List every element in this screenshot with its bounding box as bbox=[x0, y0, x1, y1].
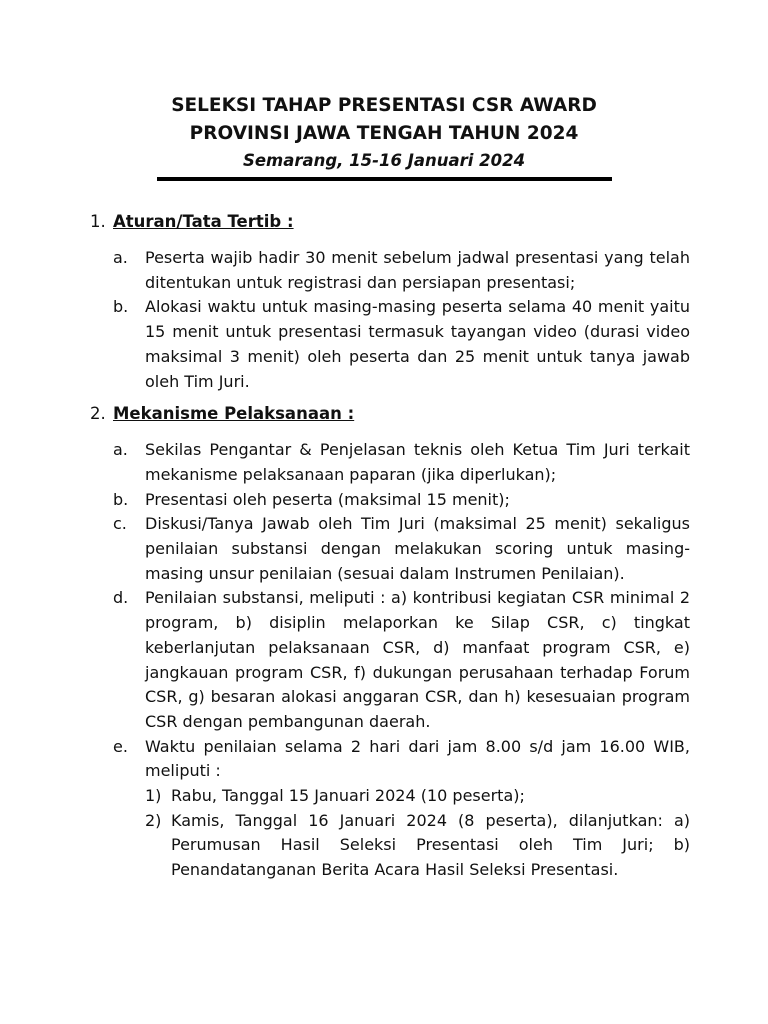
section-title: Mekanisme Pelaksanaan : bbox=[113, 404, 355, 424]
list-item-text: Peserta wajib hadir 30 menit sebelum jadwal presentasi yang telah ditentukan untuk registrasi dan persiapan presentasi; bbox=[145, 248, 690, 292]
rules-list bbox=[90, 246, 690, 394]
section-mekanisme bbox=[90, 401, 690, 883]
list-item-text: Alokasi waktu untuk masing-masing peserta selama 40 menit yaitu 15 menit untuk presentasi termasuk tayangan video (durasi video maksimal 3 menit) oleh peserta dan 25 menit untuk tanya jawab oleh Tim Juri. bbox=[145, 297, 690, 391]
section-number: 2. bbox=[90, 404, 106, 424]
list-marker: d. bbox=[113, 588, 129, 608]
schedule-sublist bbox=[145, 784, 690, 883]
sublist-marker: 2) bbox=[145, 810, 162, 830]
list-marker: b. bbox=[113, 489, 129, 509]
list-marker: a. bbox=[113, 248, 128, 267]
list-item bbox=[90, 735, 690, 883]
sublist-item-text: Kamis, Tanggal 16 Januari 2024 (8 peserta), dilanjutkan: a) Perumusan Hasil Seleksi Presentasi oleh Tim Juri; b) Penandatanganan Berita Acara Hasil Seleksi Presentasi. bbox=[171, 810, 690, 880]
list-item bbox=[90, 488, 690, 513]
sublist-item bbox=[145, 784, 690, 809]
sublist-marker: 1) bbox=[145, 786, 162, 806]
section-heading bbox=[90, 401, 690, 426]
list-item bbox=[90, 586, 690, 734]
sublist-item bbox=[145, 809, 690, 883]
list-item-body bbox=[145, 735, 690, 883]
section-number: 1. bbox=[90, 212, 106, 231]
list-marker: c. bbox=[113, 514, 127, 534]
header-divider bbox=[157, 177, 612, 181]
list-marker: e. bbox=[113, 736, 128, 756]
title-line-2: PROVINSI JAWA TENGAH TAHUN 2024 bbox=[189, 123, 579, 144]
section-heading bbox=[90, 209, 690, 234]
title-line-1: SELEKSI TAHAP PRESENTASI CSR AWARD bbox=[171, 95, 597, 116]
subtitle: Semarang, 15-16 Januari 2024 bbox=[242, 151, 526, 170]
list-item-text: Presentasi oleh peserta (maksimal 15 menit); bbox=[145, 489, 510, 509]
section-aturan bbox=[90, 209, 690, 394]
list-item-text: Diskusi/Tanya Jawab oleh Tim Juri (maksimal 25 menit) sekaligus penilaian substansi dengan melakukan scoring untuk masing-masing unsur penilaian (sesuai dalam Instrumen Penilaian). bbox=[145, 514, 690, 583]
list-item-text: Sekilas Pengantar & Penjelasan teknis oleh Ketua Tim Juri terkait mekanisme pelaksanaan paparan (jika diperlukan); bbox=[145, 440, 690, 484]
list-item bbox=[90, 295, 690, 394]
document-body bbox=[90, 209, 690, 883]
list-marker: a. bbox=[113, 440, 128, 460]
list-item bbox=[90, 438, 690, 487]
list-item-text: Waktu penilaian selama 2 hari dari jam 8.00 s/d jam 16.00 WIB, meliputi : bbox=[145, 736, 690, 781]
section-title: Aturan/Tata Tertib : bbox=[113, 212, 294, 231]
list-item-text: Penilaian substansi, meliputi : a) kontribusi kegiatan CSR minimal 2 program, b) disiplin melaporkan ke Silap CSR, c) tingkat keberlanjutan pelaksanaan CSR, d) manfaat program CSR, e) jangkauan program CSR, f) dukungan perusahaan terhadap Forum CSR, g) besaran alokasi anggaran CSR, dan h) kesesuaian program CSR dengan pembangunan daerah. bbox=[145, 588, 690, 731]
list-item bbox=[90, 246, 690, 295]
list-marker: b. bbox=[113, 297, 129, 317]
list-item bbox=[90, 512, 690, 586]
mechanism-list bbox=[90, 438, 690, 883]
document-header bbox=[0, 92, 768, 174]
sublist-item-text: Rabu, Tanggal 15 Januari 2024 (10 peserta); bbox=[171, 786, 525, 806]
